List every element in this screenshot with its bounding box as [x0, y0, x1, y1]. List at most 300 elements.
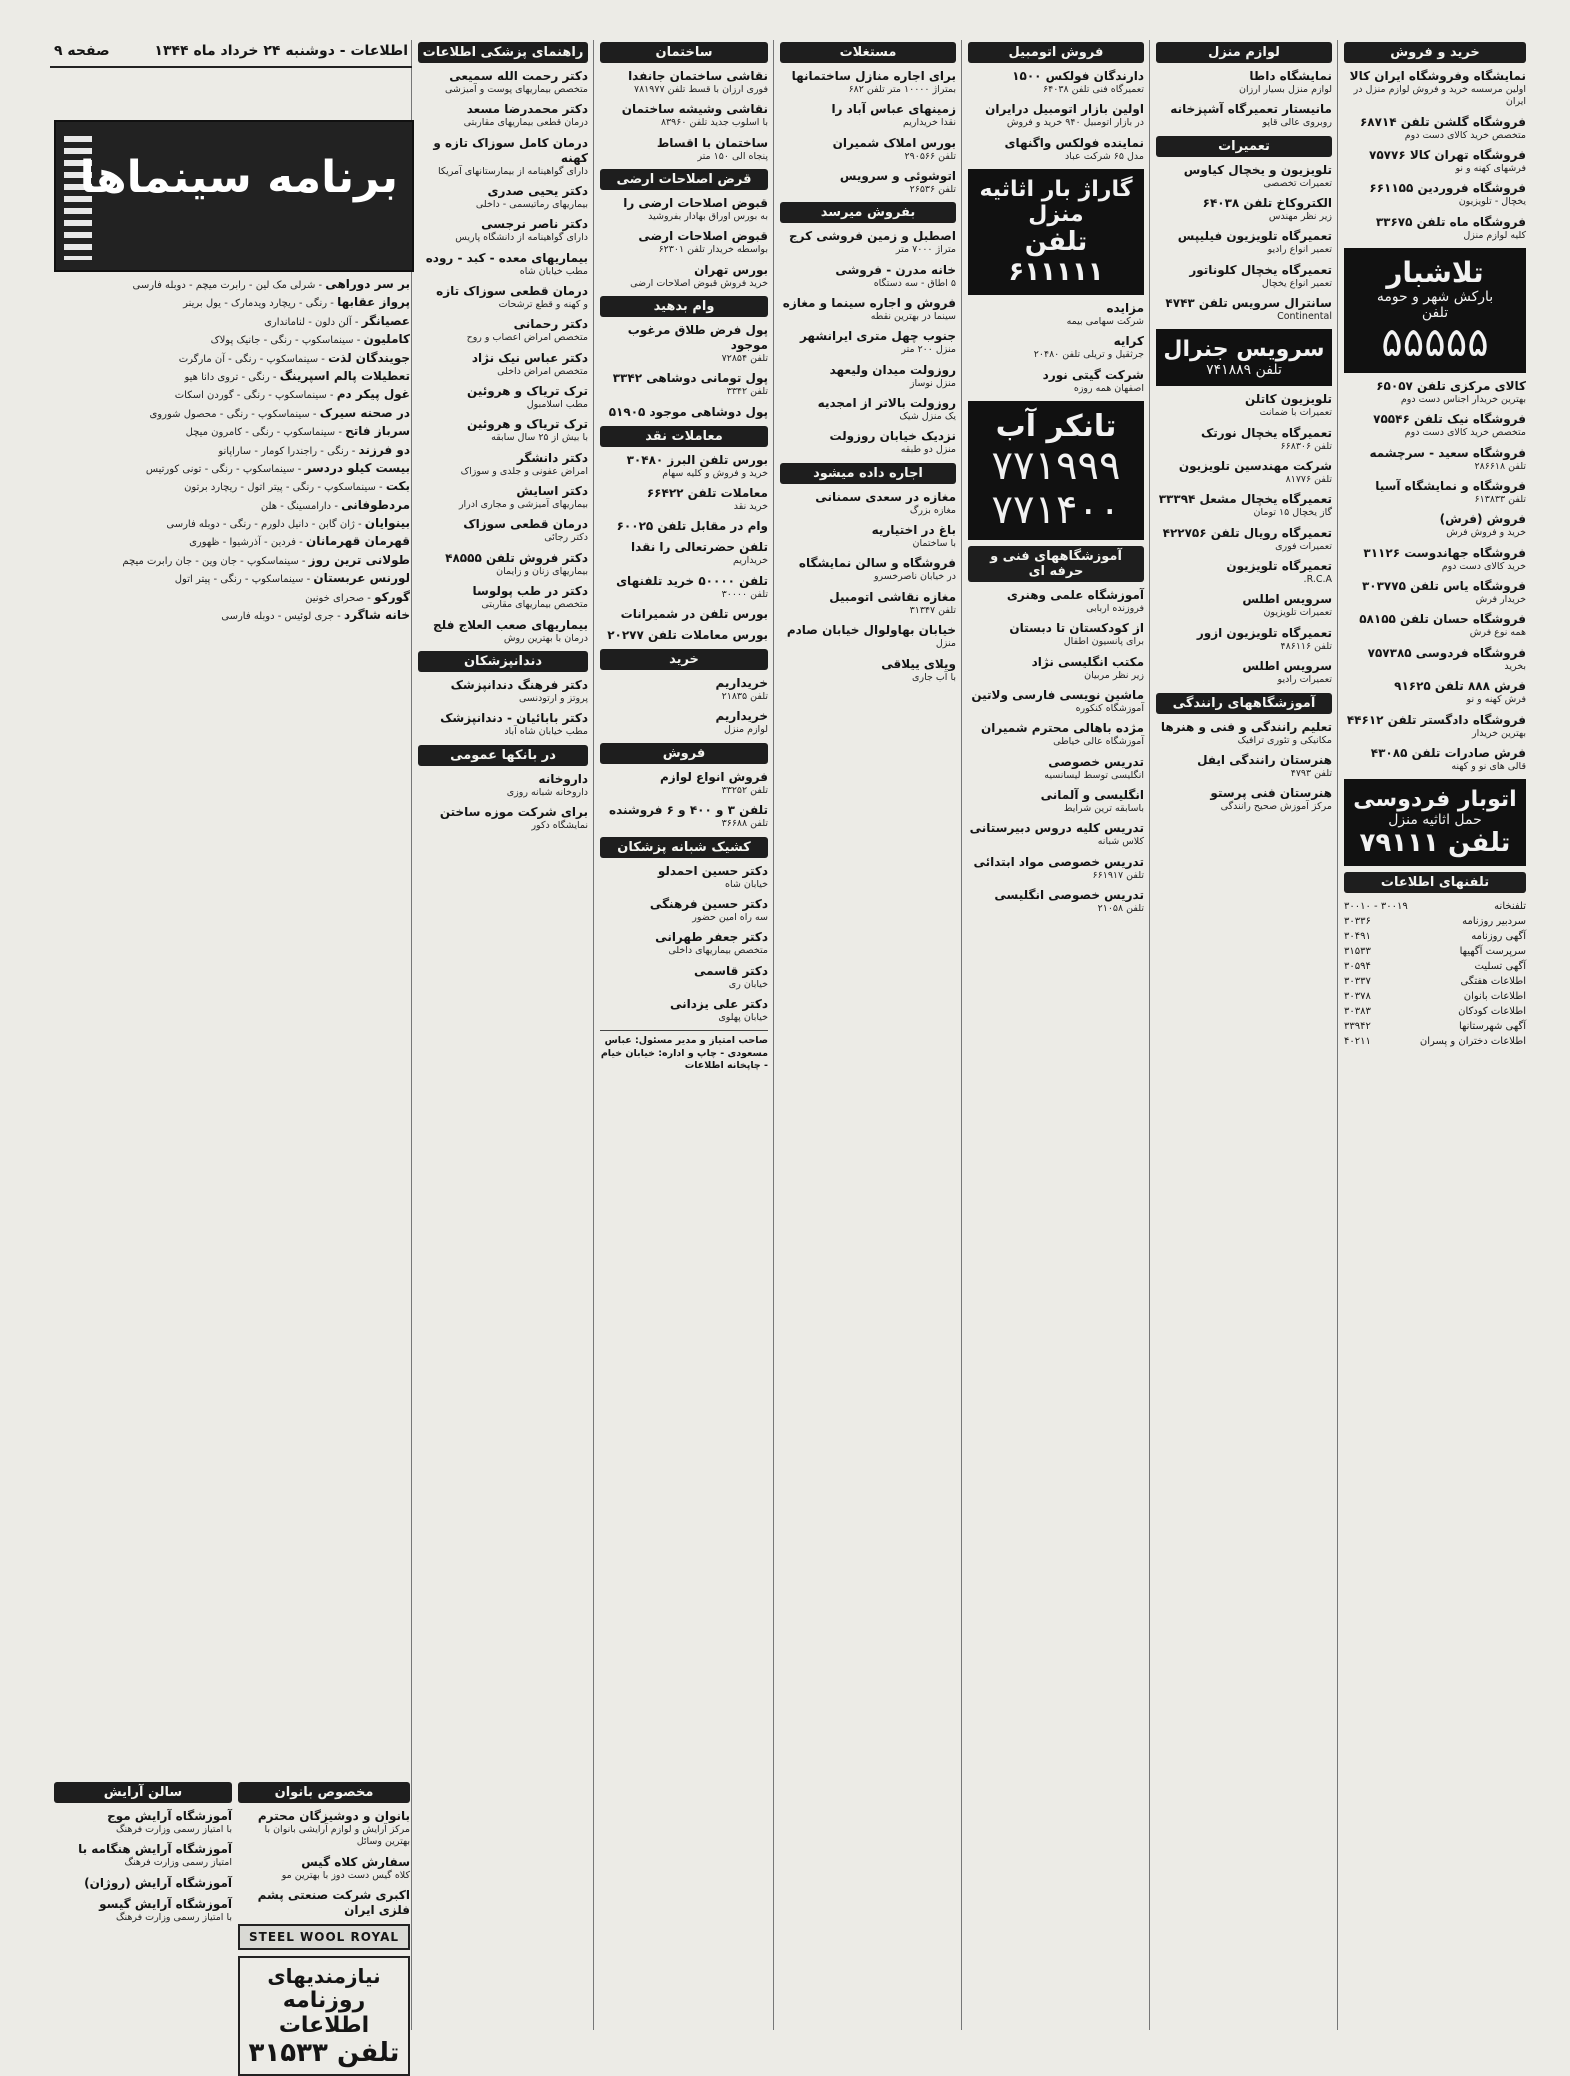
ad-heading: دکتر رحمانی [513, 317, 588, 332]
phone-row [1344, 974, 1526, 989]
ad-text: متخصص بیماریهای داخلی [668, 945, 768, 957]
ad [780, 490, 956, 517]
ad-heading: ترک تریاک و هروئین [467, 384, 588, 399]
ad [600, 574, 768, 601]
ad [780, 229, 956, 256]
ad-text: تعمیرگاه فنی تلفن ۶۴۰۳۸ [1043, 84, 1144, 95]
ad [968, 368, 1144, 395]
ad [418, 551, 588, 578]
ad-text: متخصص امراض داخلی [497, 365, 588, 377]
ad [1156, 526, 1332, 553]
ad-text: لوازم منزل [723, 724, 768, 736]
ad [968, 721, 1144, 748]
ad [1156, 392, 1332, 419]
ad-text: خریدار فرش [1475, 594, 1526, 606]
film-details: جری لوئیس - دوبله فارسی [221, 611, 334, 623]
film-title: تعطیلات پالم اسپرینگ [279, 368, 410, 383]
phone-list [1344, 899, 1526, 1049]
ad-text: تلفن ۲۸۶۶۱۸ [1474, 460, 1526, 472]
ad [968, 334, 1144, 361]
category-header: خرید و فروش [1344, 42, 1526, 63]
ad-text: پروتز و ارتودنسی [518, 692, 588, 704]
ad-heading: تدریس کلیه دروس دبیرستانی [969, 821, 1144, 836]
ad [1156, 592, 1332, 619]
ad-text: بیماریهای آمیزشی و مجاری ادرار [458, 499, 588, 511]
ad [780, 363, 956, 390]
ad-heading: باغ در اختیاریه [871, 523, 956, 538]
ad [1156, 626, 1332, 653]
ad [600, 897, 768, 924]
film-title: مردطوفانی [341, 497, 410, 512]
ad-text: با بیش از ۲۵ سال سابقه [491, 432, 588, 444]
ad-text: نقدا خریداریم [902, 117, 956, 129]
ad-heading: ترک تریاک و هروئین [467, 417, 588, 432]
ad [600, 453, 768, 480]
ad-text: ۵ اطاق - سه دستگاه [873, 277, 956, 289]
cinema-banner [54, 120, 414, 272]
ad [600, 628, 768, 643]
cinema-listing: عصیانگر - آلن دلون - لنامانداری [264, 313, 410, 328]
ad-heading: فرش ۸۸۸ تلفن ۹۱۶۲۵ [1394, 679, 1526, 694]
ad-text: تعمیرات تلویزیون [1263, 607, 1332, 619]
column-cinema [50, 40, 412, 2069]
ad-heading: پول دوشاهی موجود ۵۱۹۰۵ [608, 404, 768, 419]
ad-text: پنجاه الی ۱۵۰ متر [697, 150, 768, 162]
ad-heading: درمان قطعی سوزاک تازه [436, 284, 588, 299]
ad-heading: درمان کامل سوزاک تازه و کهنه [433, 135, 588, 165]
ad-heading: بیماریهای معده - کبد - روده [425, 250, 588, 265]
cinema-listing: پرواز عقابها - رنگی - ریچارد ویدمارک - یول برینر [183, 295, 410, 310]
ad-heading: الکتروکاخ تلفن ۶۴۰۳۸ [1202, 196, 1332, 211]
ad [1156, 69, 1332, 96]
ad [968, 136, 1144, 163]
ad-text: در بازار اتومبیل ۹۴۰ خرید و فروش [1006, 117, 1144, 129]
film-details: سینماسکوپ - رنگی - تونی کورتیس [145, 463, 295, 475]
ad [600, 676, 768, 703]
ad-text: اصفهان همه روزه [1073, 382, 1144, 394]
ad: سفارش کلاه گیس کلاه گیس دست دوز با بهترین مو [281, 1854, 410, 1881]
ad-heading: درمان قطعی سوزاک [463, 517, 588, 532]
ad-text: منزل ۲۰۰ متر [901, 344, 956, 356]
category-header: بفروش میرسد [780, 202, 956, 223]
ad [418, 484, 588, 511]
ad-heading: تعمیرگاه یخچال نورتک [1200, 425, 1332, 440]
ad [600, 864, 768, 891]
ad [600, 997, 768, 1024]
film-title: گورکو [374, 589, 410, 604]
ad-text: R.C.A. [1303, 574, 1332, 586]
ad: آموزشگاه آرایش (روژان) [84, 1875, 232, 1890]
ad [1344, 446, 1526, 473]
ad [1344, 69, 1526, 109]
ad-text: تلفن ۳۶۶۸۸ [721, 818, 768, 830]
category-header: مخصوص بانوان [238, 1782, 410, 1803]
ad [1344, 181, 1526, 208]
ad-text: مکانیکی و تئوری ترافیک [1237, 734, 1332, 746]
ad-heading: فرش صادرات تلفن ۴۳۰۸۵ [1370, 745, 1526, 760]
ad-text: مغازه بزرگ [909, 504, 956, 516]
ad-text: مدل ۶۵ شرکت عباد [1065, 150, 1144, 162]
phone-row [1344, 1004, 1526, 1019]
ad-heading: فروشگاه یاس تلفن ۳۰۳۷۷۵ [1361, 579, 1526, 594]
ad-heading: نماینده فولکس واگنهای [1004, 135, 1144, 150]
ad-text: یخچال - تلویزیون [1458, 196, 1526, 208]
ad-text: Continental [1277, 311, 1332, 323]
ad-text: تلفن ۲۱۰۵۸ [1097, 903, 1144, 915]
ad-text: منزل دو طبقه [900, 444, 956, 456]
film-details: شرلی مک لین - رابرت میچم - دوبله فارسی [132, 280, 316, 291]
ad-heading: فروشگاه دادگستر تلفن ۴۴۶۱۲ [1346, 712, 1526, 727]
film-title: کاملیون [363, 332, 410, 347]
ad [418, 772, 588, 799]
ad-heading: فروشگاه تهران کالا ۷۵۷۷۶ [1369, 148, 1526, 163]
phone-row [1344, 1019, 1526, 1034]
film-details: سینماسکوپ - رنگی - گوردن اسکات [174, 390, 327, 402]
ad [600, 196, 768, 223]
film-title: بیست کیلو دردسر [304, 460, 410, 475]
ad [780, 329, 956, 356]
ad-heading: داروخانه [538, 771, 588, 786]
ad-heading: ماشین نویسی فارسی ولاتین [971, 688, 1144, 703]
steel-wool-logo: STEEL WOOL ROYAL [238, 1924, 410, 1950]
ad-text: خیابان شاه [724, 878, 768, 890]
ad [418, 618, 588, 645]
ad-heading: فروشگاه سعید - سرچشمه [1369, 445, 1526, 460]
ad-text: با آب جاری [912, 671, 956, 683]
ad-text: سه راه امین حضور [692, 911, 768, 923]
ad-heading: خریداریم [715, 676, 768, 691]
publisher-footer: صاحب امتیاز و مدیر مسئول: عباس مسعودی - چاپ و اداره: خیابان خیام - چاپخانه اطلاعات [600, 1030, 768, 1072]
ad-heading: فروشگاه فردوسی ۷۵۷۳۸۵ [1367, 645, 1526, 660]
film-details: رنگی - راجندرا کومار - ساراپانو [218, 445, 349, 457]
ad-heading: دکتر فروش تلفن ۴۸۵۵۵ [445, 550, 588, 565]
ad-text: تعمیرات با ضمانت [1259, 407, 1332, 419]
cinema-listing: بیست کیلو دردسر - سینماسکوپ - رنگی - تونی کورتیس [145, 460, 410, 475]
cinema-listing: مردطوفانی - دارامسینگ - هلن [260, 497, 410, 512]
ad-heading: فروش (فرش) [1439, 512, 1526, 527]
page-header [50, 40, 412, 68]
ad [968, 301, 1144, 328]
ad-heading: فروش انواع لوازم [660, 769, 768, 784]
ad-text: شرکت سهامی بیمه [1066, 316, 1144, 328]
ad-text: تلفن ۳۱۳۴۷ [909, 604, 956, 616]
ad [1156, 196, 1332, 223]
ad-text: تلفن ۳۳۴۲ [726, 386, 768, 398]
ad-heading: بورس معاملات تلفن ۲۰۲۷۷ [607, 628, 768, 643]
ad: آموزشگاه آرایش گیسو با امتیاز رسمی وزارت فرهنگ [99, 1896, 232, 1923]
phone-label: اطلاعات بانوان [1463, 991, 1526, 1003]
ad-text: با اسلوب جدید تلفن ۸۳۹۶۰ [660, 117, 768, 129]
film-title: غول پیکر دم [336, 387, 410, 402]
bottom-left-section [54, 1780, 410, 2069]
ad-heading: اولین بازار اتومبیل درایران [985, 102, 1144, 117]
ad-text: با ساختمان [912, 538, 956, 550]
phone-number: ۳۰۳۳۷ [1344, 976, 1371, 988]
ad-heading: تدریس خصوصی انگلیسی [994, 888, 1144, 903]
ad-heading: برای اجاره منازل ساختمانها [791, 69, 956, 83]
phone-number: ۳۱۵۳۳ [1344, 946, 1371, 958]
ad-text: تلفن ۶۶۱۹۱۷ [1092, 869, 1144, 881]
ad-text: بخرید [1504, 660, 1526, 672]
ad [600, 709, 768, 736]
ad [1156, 426, 1332, 453]
phone-row [1344, 944, 1526, 959]
ad-heading: بورس تهران [694, 262, 768, 277]
ad-text: متخصص بیماریهای مقاربتی [481, 599, 588, 611]
ad [1344, 379, 1526, 406]
ad [600, 102, 768, 129]
ad-text: در خیابان ناصرخسرو [873, 571, 956, 583]
category-header: لوازم منزل [1156, 42, 1332, 63]
film-details: سینماسکوپ - رنگی - پیتر اتول [174, 574, 304, 586]
film-details: ژان گابن - دانیل دلورم - رنگی - دوبله فارسی [166, 519, 355, 531]
ad-text: تعمیرات فوری [1275, 540, 1332, 552]
ad-text: آموزشگاه کنکوره [1075, 703, 1144, 715]
ad-text: زیر نظر مهندس [1268, 211, 1332, 223]
film-details: دارامسینگ - هلن [260, 500, 332, 512]
ad [600, 486, 768, 513]
film-details: آلن دلون - لنامانداری [264, 316, 352, 328]
film-title: خانه شاگرد [343, 608, 410, 623]
phone-number: ۳۰۰۱۹ - ۳۰۰۱۰ [1344, 901, 1408, 913]
cinema-listing: طولانی ترین روز - سینماسکوپ - جان وین - جان رابرت میچم [122, 552, 410, 567]
ad-heading: قبوض اصلاحات ارضی [638, 229, 768, 244]
ad [1344, 679, 1526, 706]
page-number: صفحه ۹ [54, 43, 110, 59]
phone-label: اطلاعات دختران و پسران [1419, 1036, 1526, 1048]
ad-heading: اصطبل و زمین فروشی کرج [788, 229, 956, 244]
ad [1344, 546, 1526, 573]
ad-text: متخصص خرید کالای دست دوم [1404, 129, 1526, 141]
ad-text: خرید کالای دست دوم [1441, 560, 1526, 572]
ad [968, 655, 1144, 682]
ad-text: و کهنه و قطع ترشحات [498, 299, 588, 311]
ad [418, 184, 588, 211]
ad [418, 384, 588, 411]
film-title: لورنس عربستان [313, 571, 410, 586]
ad [1344, 713, 1526, 740]
ad-heading: پول تومانی دوشاهی ۳۳۴۲ [612, 371, 768, 386]
ad [780, 169, 956, 196]
ad-text: اولین مرسسه خرید و فروش لوازم منزل در ایران [1353, 84, 1526, 108]
ad-heading: زمینهای عباس آباد را [831, 102, 956, 117]
cinema-list [54, 276, 410, 625]
ad [1156, 459, 1332, 486]
category-header: کشیک شبانه پزشکان [600, 837, 768, 858]
ad-heading: تعمیرگاه یخچال مشعل ۳۳۳۹۴ [1158, 492, 1332, 507]
page-date: اطلاعات - دوشنبه ۲۴ خرداد ماه ۱۳۴۴ [154, 43, 408, 59]
ad [418, 678, 588, 705]
category-header: آموزشگاههای رانندگی [1156, 693, 1332, 714]
ad-text: خرید فروش قبوض اصلاحات ارضی [630, 277, 768, 289]
ad [600, 607, 768, 622]
ad-text: درمان قطعی بیماریهای مقاربتی [463, 117, 588, 129]
ad [1344, 612, 1526, 639]
ad-text: فوری ارزان با قسط تلفن ۷۸۱۹۷۷ [633, 84, 768, 95]
film-details: سینماسکوپ - رنگی - محصول شوروی [149, 408, 310, 420]
ad-heading: مانیستار تعمیرگاه آشپزخانه [1170, 102, 1332, 117]
ad: آموزشگاه آرایش موج با امتیاز رسمی وزارت فرهنگ [107, 1809, 232, 1835]
ad-heading: خانه مدرن - فروشی [835, 262, 956, 277]
ad-text: تلفن ۴۸۶۱۱۶ [1280, 640, 1332, 652]
ad [418, 584, 588, 611]
category-header: خرید [600, 649, 768, 670]
ad: اکبری شرکت صنعتی پشم فلزی ایران [257, 1888, 410, 1918]
ad-text: باسابقه ترین شرایط [1063, 803, 1144, 815]
ad-heading: بورس املاک شمیران [832, 135, 956, 150]
ad-heading: دکتر علی یزدانی [670, 996, 768, 1011]
ad [418, 102, 588, 129]
ad-text: تلفن ۶۱۳۸۳۳ [1474, 494, 1526, 506]
phone-row [1344, 929, 1526, 944]
phone-label: سرپرست آگهیها [1459, 946, 1526, 958]
film-title: جویندگان لذت [328, 350, 410, 365]
film-title: سرباز فاتح [345, 424, 410, 439]
ad-heading: تدریس خصوصی مواد ابتدائی [973, 854, 1144, 869]
category-header: مستغلات [780, 42, 956, 63]
ad [418, 417, 588, 444]
ad-heading: کالای مرکزی تلفن ۶۵۰۵۷ [1376, 379, 1526, 394]
ad-text: روبروی عالی قاپو [1262, 117, 1332, 129]
ad [600, 930, 768, 957]
ad-text: قالی های نو و کهنه [1451, 760, 1526, 772]
cinema-listing: سرباز فاتح - سینماسکوپ - رنگی - کامرون میچل [185, 424, 410, 439]
ad-heading: از کودکستان تا دبستان [1009, 621, 1144, 636]
ad [600, 770, 768, 797]
ad [968, 588, 1144, 615]
ad [1344, 512, 1526, 539]
ad [600, 371, 768, 398]
ad-text: منزل نوساز [909, 377, 956, 389]
ad [1344, 215, 1526, 242]
column-home-repair [1152, 40, 1336, 2030]
ad-text: تلفن ۳۰۰۰۰ [721, 588, 768, 600]
phone-number: ۳۰۳۸۳ [1344, 1006, 1371, 1018]
ad-text: برای پانسیون اطفال [1063, 636, 1144, 648]
ad [600, 323, 768, 365]
ad-heading: مژده باهالی محترم شمیران [981, 721, 1144, 736]
ad-heading: تعمیرگاه یخچال کلوناتور [1189, 262, 1332, 277]
ad-heading: هنرستان رانندگی ایفل [1197, 752, 1332, 767]
ad-heading: تلویزیون کاتلن [1244, 392, 1332, 407]
ad-heading: دکتر رحمت الله سمیعی [449, 69, 588, 83]
ad-heading: تدریس خصوصی [1048, 754, 1144, 769]
ad [1156, 753, 1332, 780]
ad [600, 229, 768, 256]
ad-heading: نمایشگاه وفروشگاه ایران کالا [1349, 69, 1526, 83]
ad [1344, 579, 1526, 606]
ad-text: جرثقیل و تریلی تلفن ۲۰۴۸۰ [1033, 349, 1144, 361]
ad-heading: سرویس اطلس [1242, 592, 1332, 607]
ad-text: کلیه لوازم منزل [1463, 229, 1526, 241]
ad-heading: دکتر دانشگر [516, 450, 588, 465]
ad-text: فرشهای کهنه و نو [1455, 163, 1526, 175]
ad-text: بیماریهای رماتیسمی - داخلی [475, 199, 588, 211]
ad-heading: دکتر فرهنگ دندانپزشک [450, 677, 588, 692]
category-header: آموزشگاههای فنی و حرفه ای [968, 546, 1144, 582]
film-title: بر سر دوراهی [325, 277, 410, 291]
ad [418, 711, 588, 738]
newspaper-page [50, 40, 1530, 2069]
ad [780, 136, 956, 163]
ad-heading: دارندگان فولکس ۱۵۰۰ [1012, 69, 1144, 83]
talash-bar-ad: تلاشبار بارکش شهر و حومه تلفن ۵۵۵۵۵ [1344, 248, 1526, 373]
category-header: راهنمای پزشکی اطلاعات [418, 42, 588, 63]
cinema-title: برنامه سینماها [79, 152, 398, 203]
ad-heading: فروشگاه حسان تلفن ۵۸۱۵۵ [1359, 612, 1526, 627]
phone-label: آگهی شهرستانها [1458, 1021, 1526, 1033]
ad-text: همه نوع فرش [1469, 627, 1526, 639]
ad-text: فروزنده اربابی [1086, 603, 1144, 615]
cinema-listing: غول پیکر دم - سینماسکوپ - رنگی - گوردن اسکات [174, 387, 410, 402]
ad [600, 964, 768, 991]
ad-text: بواسطه خریدار تلفن ۶۲۳۰۱ [658, 244, 768, 256]
cinema-listing: لورنس عربستان - سینماسکوپ - رنگی - پیتر اتول [174, 571, 410, 586]
ad-heading: تعمیرگاه رویال تلفن ۴۲۲۷۵۶ [1162, 525, 1332, 540]
ad-text: خریداریم [733, 555, 768, 567]
ad-text: دارای گواهینامه از بیمارستانهای آمریکا [437, 165, 588, 177]
phone-label: اطلاعات هفتگی [1460, 976, 1526, 988]
ad [1156, 720, 1332, 747]
ad-text: خرید و فروش و کلیه سهام [662, 467, 768, 479]
phone-row [1344, 1034, 1526, 1049]
ad-text: گاز یخچال ۱۵ تومان [1253, 507, 1332, 519]
ad-text: تعمیر انواع رادیو [1267, 244, 1332, 256]
ad [1156, 263, 1332, 290]
film-title: در صحنه سیرک [319, 405, 410, 420]
ad-text: تلفن ۸۱۷۷۶ [1285, 474, 1332, 486]
film-title: عصیانگر [361, 313, 410, 328]
ad [1156, 163, 1332, 190]
film-details: سینماسکوپ - رنگی - پیتر اتول - ریچارد برتون [184, 482, 376, 494]
ad-heading: مکتب انگلیسی نژاد [1031, 654, 1144, 669]
ad-text: خیابان پهلوی [718, 1011, 768, 1023]
classifieds-box: نیازمندیهای روزنامه اطلاعات تلفن ۳۱۵۳۳ [238, 1956, 410, 2076]
film-title: قهرمان قهرمانان [305, 534, 410, 549]
ad-heading: دکتر حسین فرهنگی [649, 896, 768, 911]
ad-heading: تعمیرگاه تلویزیون [1226, 559, 1332, 574]
ad-text: متراژ ۷۰۰۰ متر [895, 244, 956, 256]
ad-text: آموزشگاه عالی خیاطی [1053, 736, 1144, 748]
ad [1156, 492, 1332, 519]
ad-text: یک منزل شیک [899, 411, 956, 423]
ad-text: بهترین خریدار [1472, 727, 1526, 739]
film-title: دو فرزند [358, 442, 410, 457]
column-real-estate [776, 40, 960, 2030]
phone-row [1344, 959, 1526, 974]
ad-heading: دکتر در طب پولوسا [472, 584, 588, 599]
ad-text: تلفن ۴۷۹۳ [1290, 767, 1332, 779]
ad-heading: نزدیک خیابان روزولت [829, 429, 956, 444]
ad-heading: فروشگاه و نمایشگاه آسیا [1375, 479, 1526, 494]
ad [780, 429, 956, 456]
ad-text: خیابان ری [728, 978, 768, 990]
ad-text: نمایشگاه دکور [531, 819, 588, 831]
ad-heading: فروشگاه ماه تلفن ۳۳۶۷۵ [1375, 214, 1526, 229]
film-details: فردین - آذرشیوا - ظهوری [189, 537, 296, 549]
ad [780, 396, 956, 423]
ad-text: تعمیر انواع یخچال [1261, 277, 1332, 289]
ad [1344, 412, 1526, 439]
phone-number: ۳۳۹۴۲ [1344, 1021, 1371, 1033]
ad [780, 657, 956, 684]
ad-heading: دکتر حسین احمدلو [657, 863, 768, 878]
ad [600, 69, 768, 96]
ad-heading: مزایده [1106, 301, 1144, 316]
cinema-listing: بینوایان - ژان گابن - دانیل دلورم - رنگی - دوبله فارسی [166, 516, 410, 531]
film-title: طولانی ترین روز [308, 552, 410, 567]
ad-heading: تلویزیون و یخچال کیاوس [1183, 162, 1332, 177]
